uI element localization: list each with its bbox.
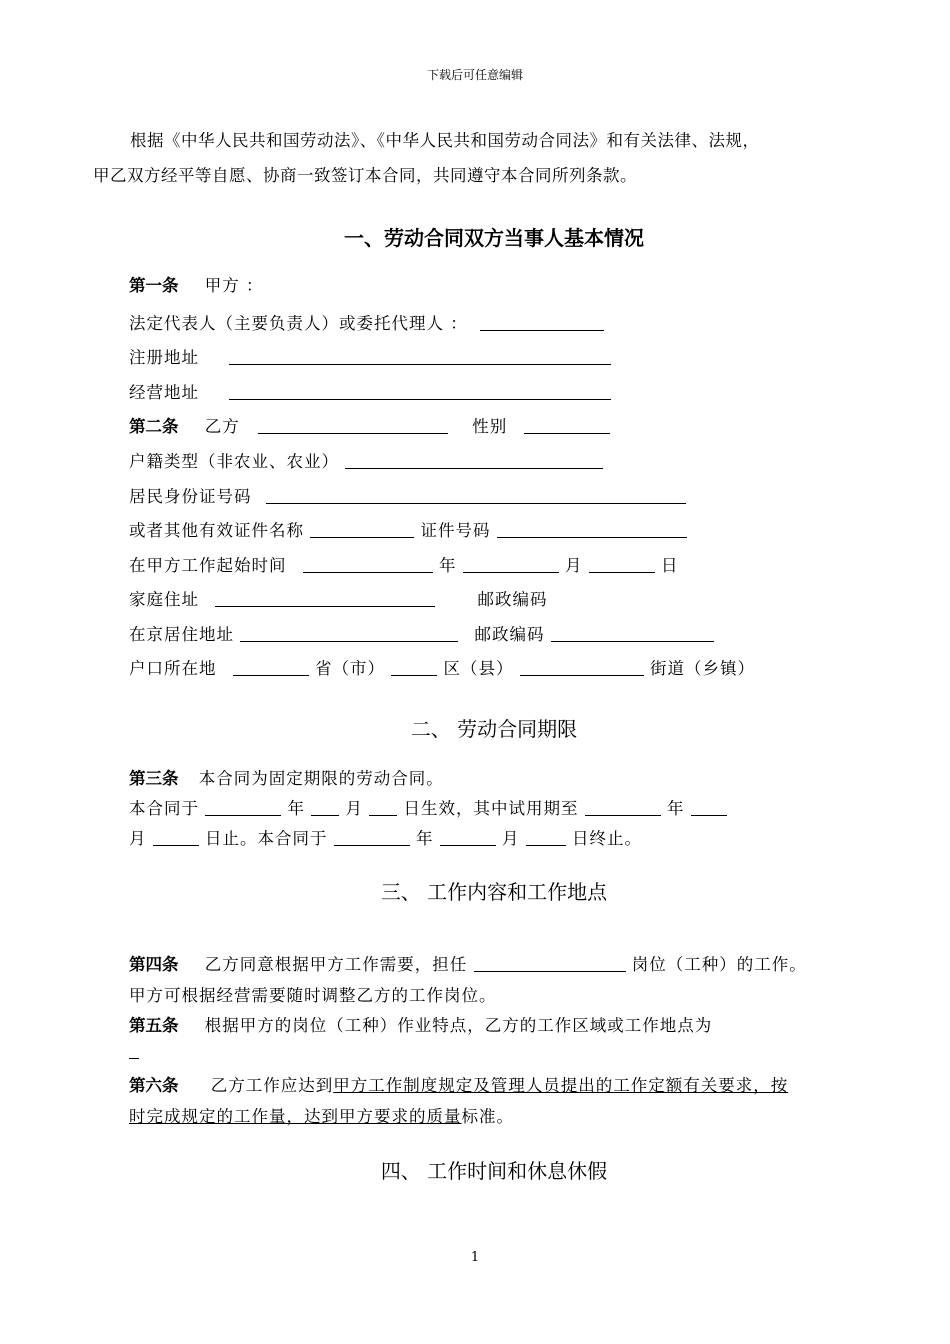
biz-addr-field[interactable]: [229, 384, 611, 400]
article-4: [129, 951, 807, 975]
party-b-label: 乙方: [204, 417, 240, 436]
term-line-1: [129, 795, 727, 819]
street-label: 街道（乡镇）: [650, 659, 755, 678]
gender-label: 性别: [472, 417, 508, 436]
article-6-text-d: 标准。: [461, 1107, 514, 1126]
article-6-label: 第六条: [129, 1076, 179, 1095]
page-header: 下载后可任意编辑: [426, 68, 523, 82]
term-text-a: 本合同于: [129, 799, 199, 818]
bj-addr-row: [129, 621, 714, 645]
hukou-province-field[interactable]: [233, 660, 309, 676]
home-postcode-label: 邮政编码: [477, 590, 548, 609]
reg-addr-label: 注册地址: [129, 348, 199, 367]
hukou-row: [129, 655, 755, 679]
home-addr-label: 家庭住址: [129, 590, 199, 609]
home-addr-row: [129, 586, 548, 610]
term-text-f: 月: [129, 829, 147, 848]
day-label: 日: [661, 556, 679, 575]
hukou-label: 户口所在地: [129, 659, 217, 678]
year-label: 年: [439, 556, 457, 575]
term-text-c: 月: [345, 799, 363, 818]
term-end-day-field[interactable]: [526, 830, 566, 846]
article-6-text-b: 甲方工作制度规定及管理人员提出的工作定额有关要求，按: [333, 1076, 789, 1095]
other-cert-label: 或者其他有效证件名称: [129, 521, 304, 540]
position-field[interactable]: [474, 956, 626, 972]
term-start-year-field[interactable]: [205, 800, 281, 816]
article-1-label: 第一条: [129, 276, 179, 295]
term-line-2: [129, 825, 642, 849]
probation-day-field[interactable]: [153, 830, 199, 846]
household-field[interactable]: [345, 453, 603, 469]
article-6-text-a: 乙方工作应达到: [210, 1076, 334, 1095]
term-end-year-field[interactable]: [334, 830, 410, 846]
article-2-label: 第二条: [129, 417, 179, 436]
party-a-label: 甲方 ：: [204, 276, 264, 295]
other-cert-row: [129, 517, 687, 541]
province-label: 省（市）: [315, 659, 385, 678]
biz-addr-label: 经营地址: [129, 383, 199, 402]
intro-line-1: 根据《中华人民共和国劳动法》、《中华人民共和国劳动合同法》和有关法律、法规，: [130, 131, 760, 150]
article-3-text: 本合同为固定期限的劳动合同。: [198, 769, 444, 788]
household-label: 户籍类型（非农业、农业）: [129, 452, 339, 471]
other-cert-field[interactable]: [310, 522, 414, 538]
article-4-label: 第四条: [129, 955, 179, 974]
start-month-field[interactable]: [463, 557, 559, 573]
section-2-title: 二、 劳动合同期限: [410, 717, 578, 741]
section-1-title: 一、劳动合同双方当事人基本情况: [344, 226, 644, 250]
page-number: 1: [470, 1250, 480, 1265]
work-location-field[interactable]: [129, 1058, 139, 1059]
id-label: 居民身份证号码: [129, 487, 252, 506]
article-6: [129, 1072, 788, 1096]
bj-addr-label: 在京居住地址: [129, 625, 234, 644]
term-text-i: 月: [502, 829, 520, 848]
gender-field[interactable]: [524, 418, 610, 434]
article-4-text-b: 岗位（工种）的工作。: [631, 955, 807, 974]
district-label: 区（县）: [443, 659, 514, 678]
article-5-label: 第五条: [129, 1016, 179, 1035]
home-addr-field[interactable]: [215, 591, 435, 607]
hukou-street-field[interactable]: [520, 660, 644, 676]
bj-postcode-field[interactable]: [551, 626, 714, 642]
article-3-label: 第三条: [129, 769, 179, 788]
term-start-day-field[interactable]: [369, 800, 397, 816]
cert-no-field[interactable]: [497, 522, 687, 538]
id-row: [129, 483, 686, 507]
article-6-cont: [129, 1103, 514, 1127]
probation-month-field[interactable]: [691, 800, 727, 816]
start-time-row: [129, 552, 679, 576]
bj-addr-field[interactable]: [240, 626, 458, 642]
reg-addr-field[interactable]: [229, 349, 611, 365]
hukou-district-field[interactable]: [391, 660, 437, 676]
term-text-d: 日生效，其中试用期至: [403, 799, 579, 818]
article-5-text: 根据甲方的岗位（工种）作业特点，乙方的工作区域或工作地点为: [204, 1016, 713, 1035]
intro-line-2: 甲乙双方经平等自愿、协商一致签订本合同，共同遵守本合同所列条款。: [93, 166, 637, 185]
article-4-cont: 甲方可根据经营需要随时调整乙方的工作岗位。: [129, 986, 497, 1005]
term-text-b: 年: [287, 799, 305, 818]
biz-addr-row: [129, 379, 611, 403]
bj-postcode-label: 邮政编码: [474, 625, 545, 644]
section-3-title: 三、 工作内容和工作地点: [380, 880, 608, 904]
legal-rep-field[interactable]: [480, 315, 604, 331]
term-text-j: 日终止。: [572, 829, 642, 848]
start-time-label: 在甲方工作起始时间: [129, 556, 287, 575]
start-day-field[interactable]: [589, 557, 655, 573]
legal-rep-label: 法定代表人（主要负责人）或委托代理人 ：: [129, 314, 468, 333]
party-b-field[interactable]: [258, 418, 448, 434]
reg-addr-row: [129, 344, 611, 368]
term-end-month-field[interactable]: [440, 830, 496, 846]
probation-year-field[interactable]: [585, 800, 661, 816]
household-row: [129, 448, 603, 472]
article-5: [129, 1012, 712, 1036]
section-4-title: 四、 工作时间和休息休假: [380, 1159, 608, 1183]
term-text-e: 年: [667, 799, 685, 818]
article-1: [129, 272, 264, 296]
start-year-field[interactable]: [303, 557, 433, 573]
article-4-text-a: 乙方同意根据甲方工作需要，担任: [204, 955, 468, 974]
term-start-month-field[interactable]: [311, 800, 339, 816]
cert-no-label: 证件号码: [420, 521, 491, 540]
month-label: 月: [565, 556, 583, 575]
term-text-h: 年: [416, 829, 434, 848]
article-6-text-c: 时完成规定的工作量，达到甲方要求的质量: [129, 1107, 462, 1126]
legal-rep-row: [129, 310, 604, 334]
article-3: [129, 765, 444, 789]
term-text-g: 日止。本合同于: [205, 829, 328, 848]
article-2: [129, 413, 610, 437]
id-field[interactable]: [266, 488, 686, 504]
